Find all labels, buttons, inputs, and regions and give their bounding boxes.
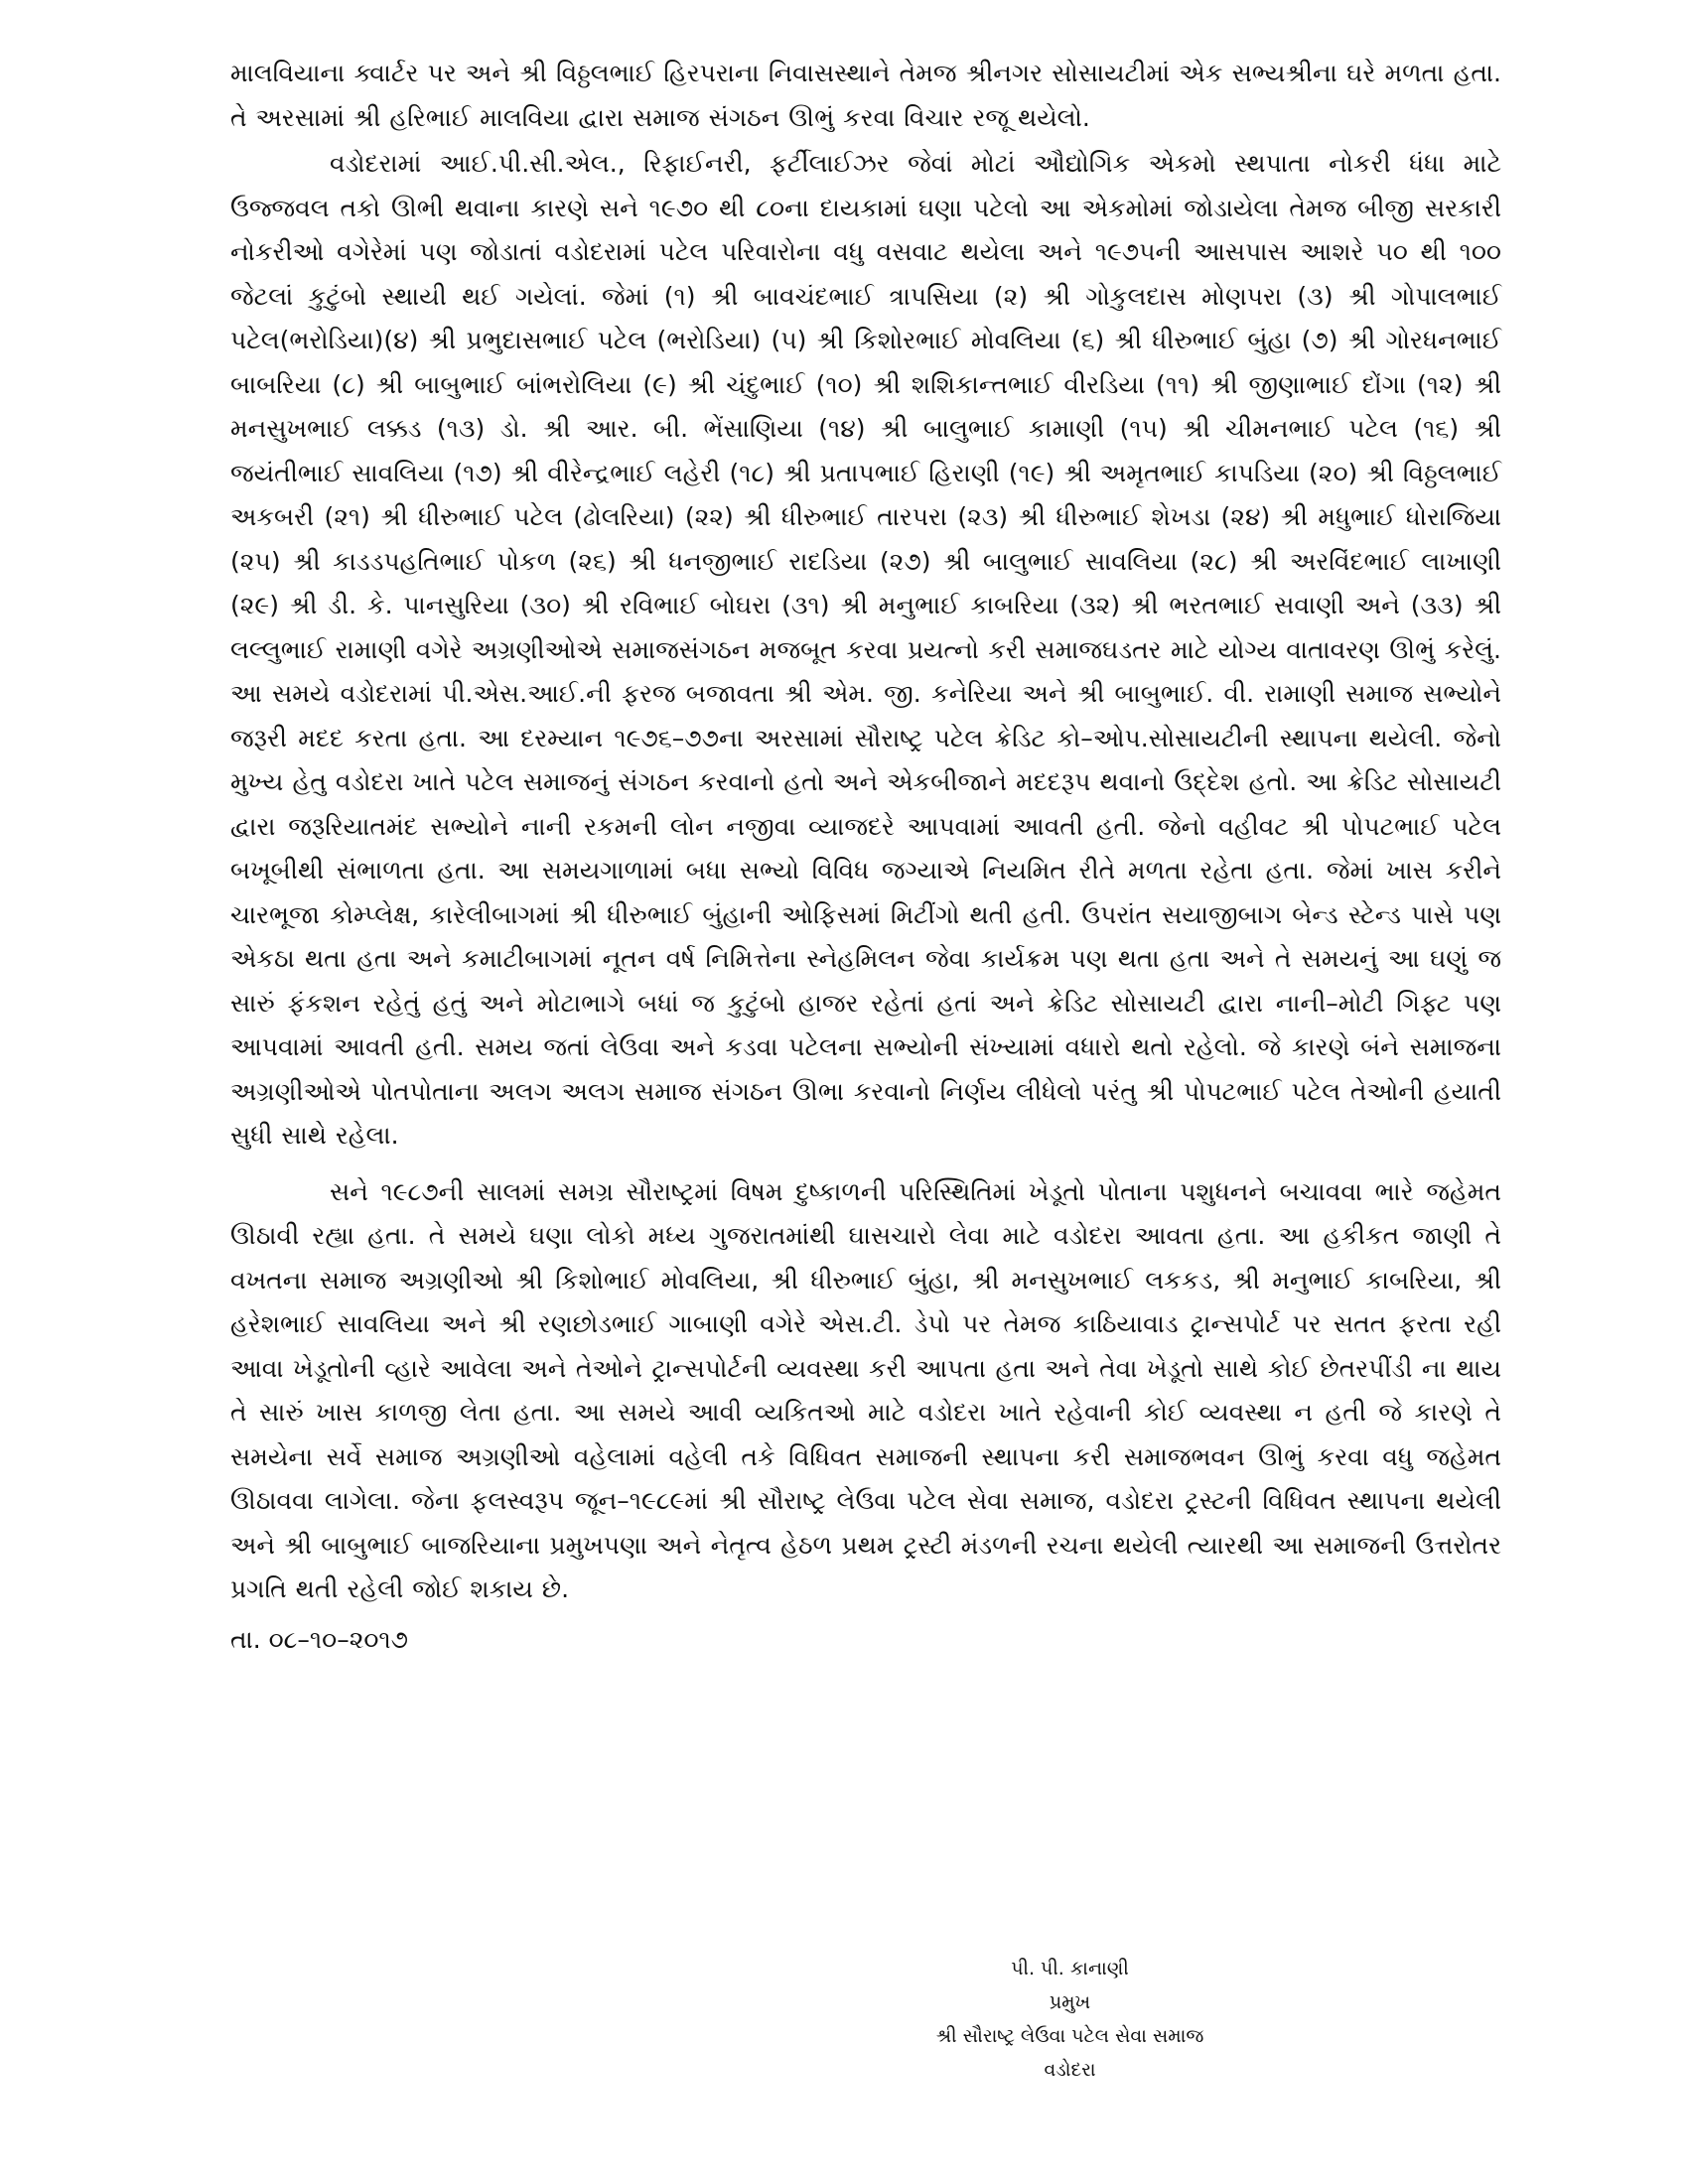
signature-block [869,1952,1271,2087]
signatory-city: વડોદરા [1044,2059,1096,2081]
document-page [230,52,1501,2116]
signatory-name: પી. પી. કાનાણી [1011,1958,1129,1979]
document-date: તા. ૦૮–૧૦–૨૦૧૭ [230,1624,409,1654]
paragraph-1: માલવિયાના ક્વાર્ટર પર અને શ્રી વિઠ્ઠલભાઈ હિરપરાના નિવાસસ્થાને તેમજ શ્રીનગર સોસાયટીમાં એક સભ્યશ્રીના ઘરે મળતા હતા. તે અરસામાં શ્રી હરિભાઈ માલવિયા દ્વારા સમાજ સંગઠન ઊભું કરવા વિચાર રજૂ થયેલો. [230,59,1501,132]
signatory-designation: પ્રમુખ [1049,1991,1091,2013]
paragraph-3: સને ૧૯૮૭ની સાલમાં સમગ્ર સૌરાષ્ટ્રમાં વિષમ દુષ્કાળની પરિસ્થિતિમાં ખેડૂતો પોતાના પશુધનને બચાવવા ભારે જહેમત ઊઠાવી રહ્યા હતા. તે સમયે ઘણા લોકો મધ્ય ગુજરાતમાંથી ઘાસચારો લેવા માટે વડોદરા આવતા હતા. આ હકીકત જાણી તે વખતના સમાજ અગ્રણીઓ શ્રી કિશોભાઈ મોવલિયા, શ્રી ધીરુભાઈ બુંહા, શ્રી મનસુખભાઈ લકકડ, શ્રી મનુભાઈ કાબરિયા, શ્રી હરેશભાઈ સાવલિયા અને શ્રી રણછોડભાઈ ગાબાણી વગેરે એસ.ટી. ડેપો પર તેમજ કાઠિયાવાડ ટ્રાન્સપોર્ટ પર સતત ફરતા રહી આવા ખેડૂતોની વ્હારે આવેલા અને તેઓને ટ્રાન્સપોર્ટની વ્યવસ્થા કરી આપતા હતા અને તેવા ખેડૂતો સાથે કોઈ છેતરપીંડી ના થાય તે સારું ખાસ કાળજી લેતા હતા. આ સમયે આવી વ્યકિતઓ માટે વડોદરા ખાતે રહેવાની કોઈ વ્યવસ્થા ન હતી જે કારણે તે સમયેના સર્વે સમાજ અગ્રણીઓ વહેલામાં વહેલી તકે વિધિવત સમાજની સ્થાપના કરી સમાજભવન ઊભું કરવા વધુ જહેમત ઊઠાવવા લાગેલા. જેના ફલસ્વરૂપ જૂન–૧૯૮૯માં શ્રી સૌરાષ્ટ્ર લેઉવા પટેલ સેવા સમાજ, વડોદરા ટ્રસ્ટની વિધિવત સ્થાપના થયેલી અને શ્રી બાબુભાઈ બાજરિયાના પ્રમુખપણા અને નેતૃત્વ હેઠળ પ્રથમ ટ્રસ્ટી મંડળની રચના થયેલી ત્યારથી આ સમાજની ઉત્તરોતર પ્રગતિ થતી રહેલી જોઈ શકાય છે. [230,1176,1501,1603]
paragraph-2: વડોદરામાં આઈ.પી.સી.એલ., રિફાઈનરી, ફર્ટીલાઈઝર જેવાં મોટાં ઔદ્યોગિક એકમો સ્થપાતા નોકરી ધંધા માટે ઉજ્જવલ તકો ઊભી થવાના કારણે સને ૧૯૭૦ થી ૮૦ના દાયકામાં ઘણા પટેલો આ એકમોમાં જોડાયેલા તેમજ બીજી સરકારી નોકરીઓ વગેરેમાં પણ જોડાતાં વડોદરામાં પટેલ પરિવારોના વધુ વસવાટ થયેલા અને ૧૯૭૫ની આસપાસ આશરે ૫૦ થી ૧૦૦ જેટલાં કુટુંબો સ્થાયી થઈ ગયેલાં. જેમાં (૧) શ્રી બાવચંદભાઈ ત્રાપસિયા (૨) શ્રી ગોકુલદાસ મોણપરા (૩) શ્રી ગોપાલભાઈ પટેલ(ભરોડિયા)(૪) શ્રી પ્રભુદાસભાઈ પટેલ (ભરોડિયા) (૫) શ્રી કિશોરભાઈ મોવલિયા (૬) શ્રી ધીરુભાઈ બુંહા (૭) શ્રી ગોરધનભાઈ બાબરિયા (૮) શ્રી બાબુભાઈ બાંભરોલિયા (૯) શ્રી ચંદુભાઈ (૧૦) શ્રી શશિકાન્તભાઈ વીરડિયા (૧૧) શ્રી જીણાભાઈ દોંગા (૧૨) શ્રી મનસુખભાઈ લક્કડ (૧૩) ડો. શ્રી આર. બી. ભેંસાણિયા (૧૪) શ્રી બાલુભાઈ કામાણી (૧૫) શ્રી ચીમનભાઈ પટેલ (૧૬) શ્રી જયંતીભાઈ સાવલિયા (૧૭) શ્રી વીરેન્દ્રભાઈ લહેરી (૧૮) શ્રી પ્રતાપભાઈ હિરાણી (૧૯) શ્રી અમૃતભાઈ કાપડિયા (૨૦) શ્રી વિઠ્ઠલભાઈ અકબરી (૨૧) શ્રી ધીરુભાઈ પટેલ (ઢોલરિયા) (૨૨) શ્રી ધીરુભાઈ તારપરા (૨૩) શ્રી ધીરુભાઈ શેખડા (૨૪) શ્રી મધુભાઈ ધોરાજિયા (૨૫) શ્રી કાડડપહતિભાઈ પોકળ (૨૬) શ્રી ધનજીભાઈ રાદડિયા (૨૭) શ્રી બાલુભાઈ સાવલિયા (૨૮) શ્રી અરવિંદભાઈ લાખાણી (૨૯) શ્રી ડી. કે. પાનસુરિયા (૩૦) શ્રી રવિભાઈ બોઘરા (૩૧) શ્રી મનુભાઈ કાબરિયા (૩૨) શ્રી ભરતભાઈ સવાણી અને (૩૩) શ્રી લલ્લુભાઈ રામાણી વગેરે અગ્રણીઓએ સમાજસંગઠન મજબૂત કરવા પ્રયત્નો કરી સમાજઘડતર માટે યોગ્ય વાતાવરણ ઊભું કરેલું. આ સમયે વડોદરામાં પી.એસ.આઈ.ની ફરજ બજાવતા શ્રી એમ. જી. કનેરિયા અને શ્રી બાબુભાઈ. વી. રામાણી સમાજ સભ્યોને જરૂરી મદદ કરતા હતા. આ દરમ્યાન ૧૯૭૬–૭૭ના અરસામાં સૌરાષ્ટ્ર પટેલ ક્રેડિટ કો–ઓપ.સોસાયટીની સ્થાપના થયેલી. જેનો મુખ્ય હેતુ વડોદરા ખાતે પટેલ સમાજનું સંગઠન કરવાનો હતો અને એકબીજાને મદદરૂપ થવાનો ઉદ્દેશ હતો. આ ક્રેડિટ સોસાયટી દ્વારા જરૂરિયાતમંદ સભ્યોને નાની રકમની લોન નજીવા વ્યાજદરે આપવામાં આવતી હતી. જેનો વહીવટ શ્રી પોપટભાઈ પટેલ બખૂબીથી સંભાળતા હતા. આ સમયગાળામાં બધા સભ્યો વિવિધ જગ્યાએ નિયમિત રીતે મળતા રહેતા હતા. જેમાં ખાસ કરીને ચારભૂજા કોમ્પ્લેક્ષ, કારેલીબાગમાં શ્રી ધીરુભાઈ બુંહાની ઓફિસમાં મિટીંગો થતી હતી. ઉપરાંત સયાજીબાગ બેન્ડ સ્ટેન્ડ પાસે પણ એકઠા થતા હતા અને કમાટીબાગમાં નૂતન વર્ષ નિમિત્તેના સ્નેહમિલન જેવા કાર્યક્રમ પણ થતા હતા અને તે સમયનું આ ઘણું જ સારું ફંકશન રહેતું હતું અને મોટાભાગે બધાં જ કુટુંબો હાજર રહેતાં હતાં અને ક્રેડિટ સોસાયટી દ્વારા નાની–મોટી ગિફ્ટ પણ આપવામાં આવતી હતી. સમય જતાં લેઉવા અને કડવા પટેલના સભ્યોની સંખ્યામાં વધારો થતો રહેલો. જે કારણે બંને સમાજના અગ્રણીઓએ પોતપોતાના અલગ અલગ સમાજ સંગઠન ઊભા કરવાનો નિર્ણય લીધેલો પરંતુ શ્રી પોપટભાઈ પટેલ તેઓની હયાતી સુધી સાથે રહેલા. [230,149,1501,1150]
paragraph-gap [230,1159,1501,1170]
signatory-organization: શ્રી સૌરાષ્ટ્ર લેઉવા પટેલ સેવા સમાજ [935,2025,1204,2047]
